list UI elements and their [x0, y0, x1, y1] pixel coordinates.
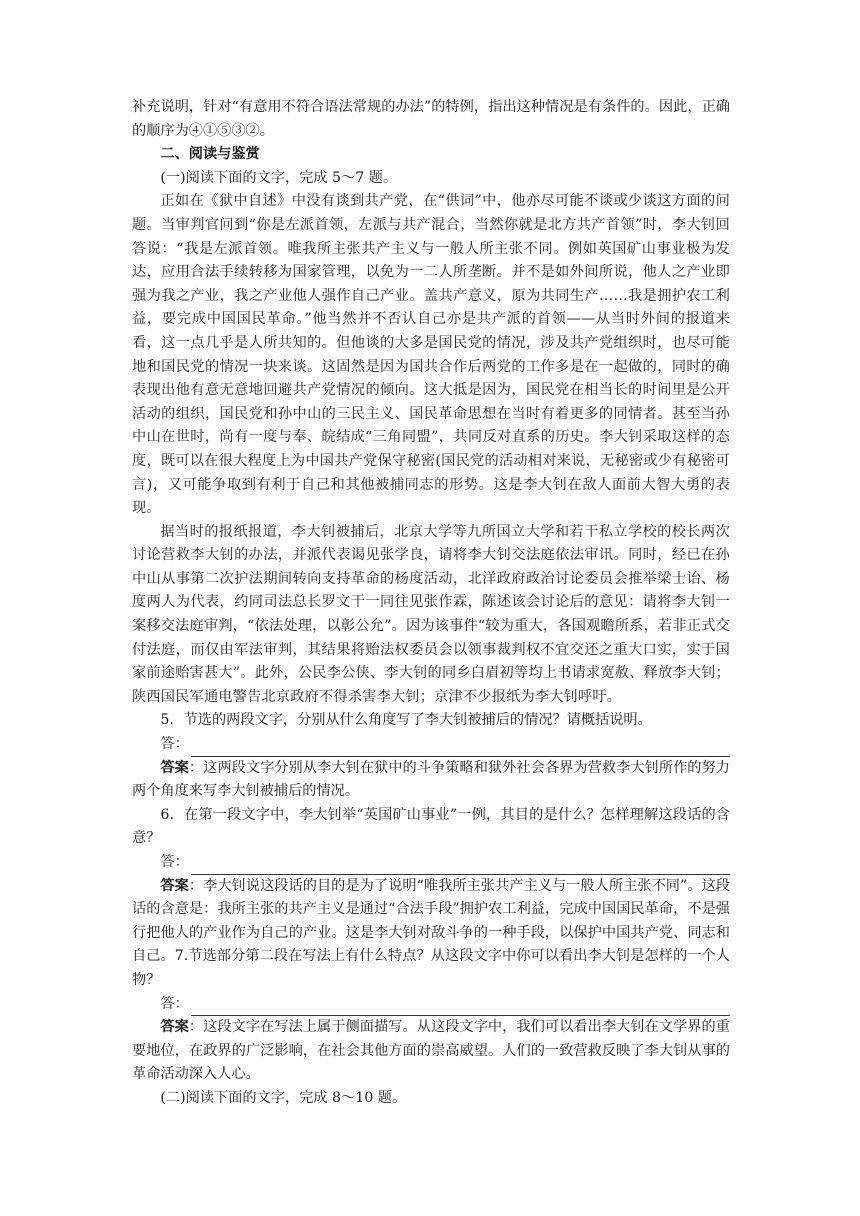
part1-instruction: (一)阅读下面的文字，完成 5～7 题。 — [160, 169, 398, 186]
question-5: 5．节选的两段文字，分别从什么角度写了李大钊被捕后的情况？请概括说明。 — [160, 712, 652, 729]
intro-continuation: 补充说明，针对“有意用不符合语法常规的办法”的特例，指出这种情况是有条件的。因此，正确的顺序为④①⑤③②。 — [132, 99, 730, 139]
answer-label: 答： — [160, 995, 189, 1012]
answer-label: 答： — [160, 736, 189, 753]
answer-line-7[interactable] — [132, 993, 730, 1017]
part2-instruction: (二)阅读下面的文字，完成 8～10 题。 — [160, 1089, 407, 1106]
answer-7-text: ：这段文字在写法上属于侧面描写。从这段文字中，我们可以看出李大钊在文学界的重要地位，在政界的广泛影响，在社会其他方面的崇高威望。人们的一致营救反映了李大钊从事的革命活动深入人心。 — [132, 1019, 730, 1083]
passage-paragraph-2: 据当时的报纸报道，李大钊被捕后，北京大学等九所国立大学和若干私立学校的校长两次讨论营救李大钊的办法，并派代表谒见张学良，请将李大钊交法庭依法审讯。同时，经已在孙中山从事第二次护法期间转向支持革命的杨度活动，北洋政府政治讨论委员会推举梁士诒、杨度两人为代表，约同司法总长罗文干一同往见张作霖，陈述该会讨论后的意见：请将李大钊一案移交法庭审判，“依法处理，以彰公允”。因为该事件“较为重大，各国观瞻所系，若非正式交付法庭，而仅由军法审判，其结果将贻法权委员会以领事裁判权不宜交还之重大口实，实于国家前途贻害甚大”。此外，公民李公侠、李大钊的同乡白眉初等均上书请求宽赦、释放李大钊；陕西国民军通电警告北京政府不得杀害李大钊；京津不少报纸为李大钊呼吁。 — [132, 523, 730, 705]
answer-line-5[interactable] — [132, 733, 730, 757]
answer-key-label: 答案 — [160, 1019, 189, 1036]
answer-6-text: ：李大钊说这段话的目的是为了说明“唯我所主张共产主义与一般人所主张不同”。这段话的含意是：我所主张的共产主义是通过“合法手段”拥护农工利益，完成中国国民革命，不是强行把他人的产业作为自己的产业。这是李大钊对敌斗争的一种手段，以保护中国共产党、同志和自己。7.节选部分第二段在写法上有什么特点？从这段文字中你可以看出李大钊是怎样的一个人物？ — [132, 877, 730, 988]
answer-6 — [132, 875, 730, 993]
answer-key-label: 答案 — [160, 877, 189, 894]
answer-blank[interactable] — [191, 999, 730, 1016]
answer-5-text: ：这两段文字分别从李大钊在狱中的斗争策略和狱外社会各界为营救李大钊所作的努力两个角度来写李大钊被捕后的情况。 — [132, 759, 730, 800]
passage-paragraph-1: 正如在《狱中自述》中没有谈到共产党，在“供词”中，他亦尽可能不谈或少谈这方面的问题。当审判官问到“你是左派首领，左派与共产混合，当然你就是北方共产首领”时，李大钊回答说：“我是左派首领。唯我所主张共产主义与一般人所主张不同。例如英国矿山事业极为发达，应用合法手续转移为国家管理，以免为一二人所垄断。并不是如外间所说，他人之产业即强为我之产业，我之产业他人强作自己产业。盖共产意义，原为共同生产……我是拥护农工利益，要完成中国国民革命。”他当然并不否认自己亦是共产派的首领——从当时外间的报道来看，这一点几乎是人所共知的。但他谈的大多是国民党的情况，涉及共产党组织时，也尽可能地和国民党的情况一块来谈。这固然是因为国共合作后两党的工作多是在一起做的，同时的确表现出他有意无意地回避共产党情况的倾向。这大抵是因为，国民党在相当长的时间里是公开活动的组织，国民党和孙中山的三民主义、国民革命思想在当时有着更多的同情者。甚至当孙中山在世时，尚有一度与奉、皖结成“三角同盟”，共同反对直系的历史。李大钊采取这样的态度，既可以在很大程度上为中国共产党保守秘密(国民党的活动相对来说，无秘密或少有秘密可言)，又可能争取到有利于自己和其他被捕同志的形势。这是李大钊在敌人面前大智大勇的表现。 — [132, 193, 730, 517]
answer-blank[interactable] — [191, 858, 730, 875]
document-page — [132, 96, 730, 1111]
answer-5 — [132, 757, 730, 804]
answer-line-6[interactable] — [132, 851, 730, 875]
question-6: 6．在第一段文字中，李大钊举“英国矿山事业”一例，其目的是什么？怎样理解这段话的含意？ — [132, 806, 730, 847]
answer-blank[interactable] — [191, 740, 730, 757]
answer-key-label: 答案 — [160, 759, 189, 776]
answer-label: 答： — [160, 854, 189, 870]
answer-7 — [132, 1016, 730, 1087]
section-heading: 二、阅读与鉴赏 — [160, 146, 260, 163]
